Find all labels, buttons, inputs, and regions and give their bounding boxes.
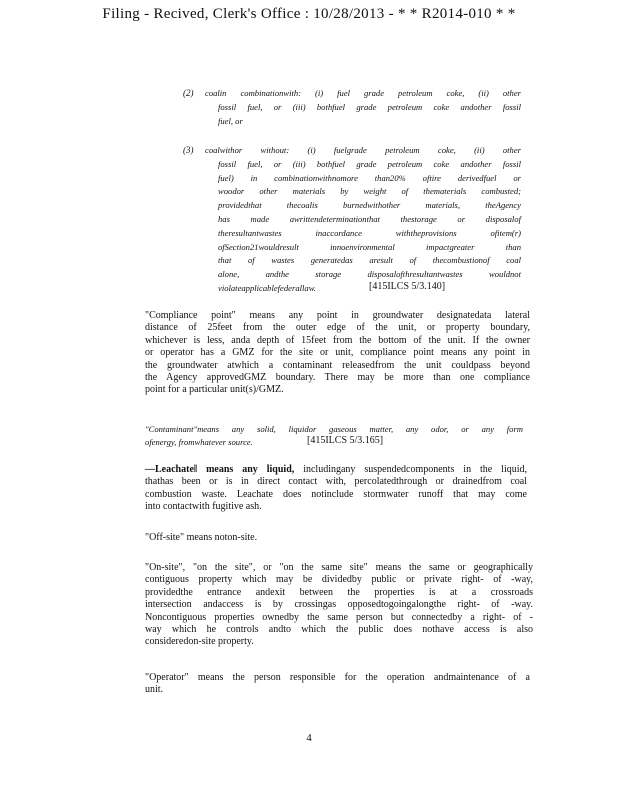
definition-line: "Operator" means the person responsible for the operation andmaintenance of a bbox=[145, 672, 530, 683]
definition-line: "Off-site" means noton-site. bbox=[145, 532, 258, 543]
definition-line: distance of 25feet from the outer edge of the unit, or property boundary, bbox=[145, 322, 530, 334]
definition-line-rest: includingany suspendedcomponents in the liquid, bbox=[294, 464, 528, 475]
definition-contaminant-line-2: ofenergy, fromwhatever source. bbox=[145, 437, 253, 447]
definition-on-site bbox=[145, 562, 533, 649]
definition-line bbox=[145, 464, 527, 476]
item-3-citation: [415ILCS 5/3.140] bbox=[369, 281, 446, 292]
item-3-line: theresultantwastes inaccordance withtheprovisions ofitem(r) bbox=[218, 227, 521, 238]
item-2-text bbox=[205, 87, 521, 128]
definition-line: unit. bbox=[145, 684, 164, 696]
item-3-line: has made awrittendeterminationthat thestorage or disposalof bbox=[218, 213, 521, 224]
item-3-line: fossil fuel, or (iii) bothfuel grade petroleum coke andother fossil bbox=[218, 158, 521, 169]
filing-header: Filing - Recived, Clerk's Office : 10/28/2013 - * * R2014-010 * * bbox=[102, 6, 516, 22]
item-3-text bbox=[205, 144, 521, 282]
item-number-3: (3) bbox=[183, 145, 194, 155]
definition-line: combustion waste. Leachate does notinclude stormwater runoff that may come bbox=[145, 488, 527, 500]
page-number: 4 bbox=[306, 732, 312, 744]
definition-operator bbox=[145, 672, 530, 697]
leachate-term: ―Leachate‖ means any liquid, bbox=[145, 464, 295, 475]
item-3-line: alone, andthe storage disposalofthresultantwastes wouldnot bbox=[218, 269, 521, 280]
definition-line: point for a particular unit(s)/GMZ. bbox=[145, 384, 284, 396]
definition-leachate bbox=[145, 464, 527, 514]
item-2-line: coalin combinationwith: (i) fuel grade petroleum coke, (ii) other bbox=[205, 88, 521, 98]
definition-line: "Compliance point" means any point in groundwater designatedata lateral bbox=[145, 310, 530, 321]
definition-line: thathas been or is in direct contact with, percolatedthrough or drainedfrom coal bbox=[145, 476, 527, 488]
item-3-last-line: violateapplicablefederallaw. bbox=[218, 283, 316, 293]
definition-line: consideredon-site property. bbox=[145, 636, 254, 648]
definition-line: "Contaminant"means any solid, liquidor gaseous matter, any odor, or any form bbox=[145, 424, 523, 434]
definition-line: the Agency approvedGMZ boundary. There may be more than one compliance bbox=[145, 372, 530, 384]
item-3-line: providedthat thecoalis burnedwithother materials, theAgency bbox=[218, 200, 521, 211]
definition-line: into contactwith fugitive ash. bbox=[145, 501, 262, 513]
definition-line: whichever is less, anda depth of 15feet from the bottom of the unit. If the owner bbox=[145, 334, 530, 346]
definition-compliance-point bbox=[145, 310, 530, 397]
definition-line: contiguous property which may be dividedby public or private right- of -way, bbox=[145, 574, 533, 586]
definition-off-site bbox=[145, 532, 530, 544]
item-2-line: fuel, or bbox=[218, 115, 243, 126]
definition-line: the groundwater atwhich a contaminant releasedfrom the unit couldpass beyond bbox=[145, 359, 530, 371]
item-number-2: (2) bbox=[183, 88, 194, 98]
definition-line: Noncontiguous properties ownedby the same person but connectedby a right- of - bbox=[145, 611, 533, 623]
definition-line: or operator has a GMZ for the site or unit, compliance point means any point in bbox=[145, 347, 530, 359]
definition-contaminant-citation: [415ILCS 5/3.165] bbox=[307, 435, 384, 446]
item-3-line: woodor other materials by weight of thematerials combusted; bbox=[218, 186, 521, 197]
item-2-line: fossil fuel, or (iii) bothfuel grade petroleum coke andother fossil bbox=[218, 101, 521, 112]
definition-line: intersection andaccess is by crossingas opposedtogoingalongthe right- of -way. bbox=[145, 599, 533, 611]
definition-line: providedthe entrance andexit between the properties is at a crossroads bbox=[145, 586, 533, 598]
definition-line: "On-site", "on the site", or "on the same site" means the same or geographically bbox=[145, 562, 533, 573]
item-3-line: fuel) in combinationwithnomore than20% oftire derivedfuel or bbox=[218, 172, 521, 183]
item-3-line: that of wastes generatedas aresult of thecombustionof coal bbox=[218, 255, 521, 266]
definition-contaminant bbox=[145, 423, 523, 435]
item-3-line: coalwithor without: (i) fuelgrade petroleum coke, (ii) other bbox=[205, 145, 521, 155]
definition-line: way which he controls andto which the public does nothave access is also bbox=[145, 624, 533, 636]
item-3-line: ofSection21wouldresult innoenvironmental impactgreater than bbox=[218, 241, 521, 252]
